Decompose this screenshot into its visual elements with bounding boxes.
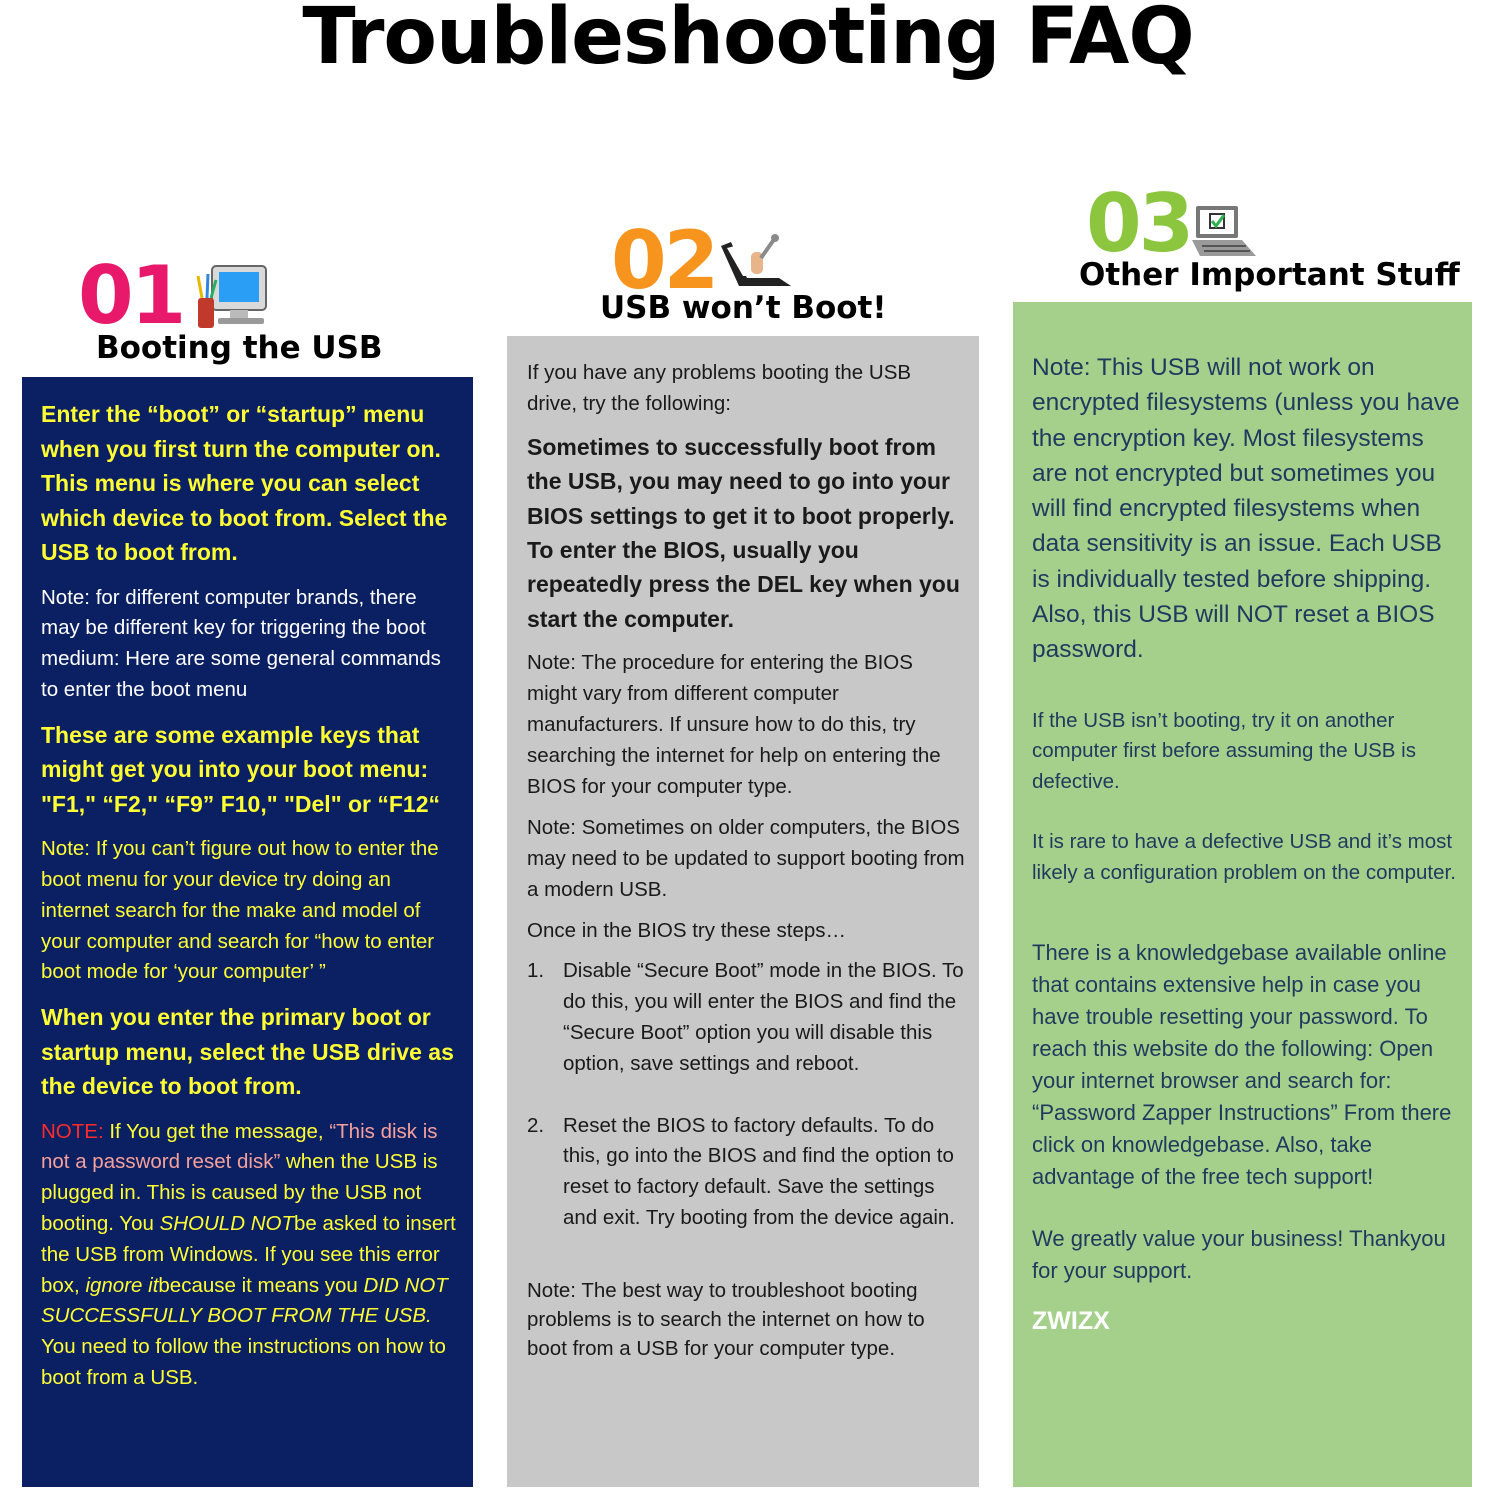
col1-note-paragraph — [41, 1117, 459, 1394]
brand-name: ZWIZX — [1032, 1306, 1110, 1335]
step-text: Disable “Secure Boot” mode in the BIOS. To do this, you will enter the BIOS and find the “Secure Boot” option you will disable this option, save settings and reboot. — [563, 959, 964, 1075]
note-text-b: when the USB is plugged in. This is caused by the USB not booting. You — [41, 1150, 438, 1236]
section-number-01: 01 — [78, 249, 184, 342]
col3-paragraph-1: Note: This USB will not work on encrypted filesystems (unless you have the encryption key. Most filesystems are not encrypted but sometimes you will find encrypted filesystems when data sensitivity is an issue. Each USB is individually tested before shipping. Also, this USB will NOT reset a BIOS password. — [1032, 354, 1460, 664]
error-message-text: “This disk is not a password reset disk” — [41, 1119, 438, 1174]
col2-paragraph-6: Note: The best way to troubleshoot booting problems is to search the internet on how to boot from a USB for your computer type. — [527, 1278, 925, 1360]
col3-paragraph-4: There is a knowledgebase available online that contains extensive help in case you have trouble resetting your password. To reach this website do the following: Open your internet browser and search for: “Password Zapper Instructions” From there click on knowledgebase. Also, take advantage of the free tech support! — [1032, 939, 1452, 1189]
section-number-03: 03 — [1086, 177, 1192, 270]
list-item — [527, 1111, 965, 1234]
computer-monitor-icon — [190, 262, 276, 339]
column-booting-the-usb — [22, 377, 473, 1487]
col3-paragraph-3: It is rare to have a defective USB and it’s most likely a configuration problem on the computer. — [1032, 830, 1456, 885]
col3-paragraph-2: If the USB isn’t booting, try it on another computer first before assuming the USB is defective. — [1032, 708, 1416, 793]
step-text: Reset the BIOS to factory defaults. To do this, go into the BIOS and find the option to reset to factory default. Save the settings and exit. Try booting from the device again. — [563, 1113, 956, 1229]
col1-example-keys: These are some example keys that might get you into your boot menu: "F1," “F2," “F9” F10," "Del" or “F12“ — [41, 721, 441, 817]
note-text-c: SHOULD NOT — [159, 1212, 294, 1236]
note-text-d: be asked to insert the USB from Windows. If you see this error box, — [41, 1212, 456, 1297]
laptop-checkmark-icon — [1190, 204, 1260, 265]
col1-paragraph-1: Enter the “boot” or “startup” menu when you first turn the computer on. This menu is where you can select which device to boot from. Select the USB to boot from. — [41, 401, 448, 565]
note-text-h: You need to follow the instructions on how to boot from a USB. — [41, 1335, 446, 1390]
note-label: NOTE: — [41, 1119, 110, 1143]
page-title: Troubleshooting FAQ — [302, 0, 1194, 82]
col2-paragraph-5: Once in the BIOS try these steps… — [527, 918, 847, 942]
section-heading-01: Booting the USB — [96, 330, 383, 366]
section-number-02: 02 — [611, 214, 717, 307]
col1-paragraph-5: When you enter the primary boot or startup menu, select the USB drive as the device to boot from. — [41, 1004, 454, 1100]
note-text-g: DID NOT SUCCESSFULLY BOOT FROM THE USB. — [41, 1273, 448, 1328]
section-heading-02: USB won’t Boot! — [600, 290, 887, 326]
column-other-important-stuff — [1013, 302, 1472, 1487]
col3-paragraph-5: We greatly value your business! Thankyou for your support. — [1032, 1225, 1446, 1283]
note-text-a: If You get the message, — [109, 1119, 330, 1143]
col1-paragraph-4: Note: If you can’t figure out how to enter the boot menu for your device try doing an internet search for the make and model of your computer and search for “how to enter boot mode for ‘your computer’ ” — [41, 837, 439, 984]
col2-paragraph-1: If you have any problems booting the USB drive, try the following: — [527, 361, 912, 415]
section-heading-03: Other Important Stuff — [1079, 257, 1460, 293]
col2-paragraph-2: Sometimes to successfully boot from the USB, you may need to go into your BIOS settings to get it to boot properly. To enter the BIOS, usually you repeatedly press the DEL key when you start the computer. — [527, 433, 960, 632]
step-number: 1. — [527, 959, 545, 983]
note-text-f: because it means you — [158, 1273, 364, 1297]
list-item — [527, 956, 965, 1079]
laptop-wrench-icon — [717, 232, 797, 297]
col1-paragraph-2: Note: for different computer brands, there may be different key for triggering the boot medium: Here are some general commands to enter the boot menu — [41, 585, 441, 701]
column-usb-wont-boot — [507, 336, 979, 1487]
note-text-e: ignore it — [85, 1273, 159, 1297]
bios-steps-list — [527, 956, 965, 1233]
col2-paragraph-4: Note: Sometimes on older computers, the BIOS may need to be updated to support booting from a modern USB. — [527, 815, 965, 901]
step-number: 2. — [527, 1113, 545, 1137]
col2-paragraph-3: Note: The procedure for entering the BIOS might vary from different computer manufacturers. If unsure how to do this, try searching the internet for help on entering the BIOS for your computer type. — [527, 651, 941, 798]
